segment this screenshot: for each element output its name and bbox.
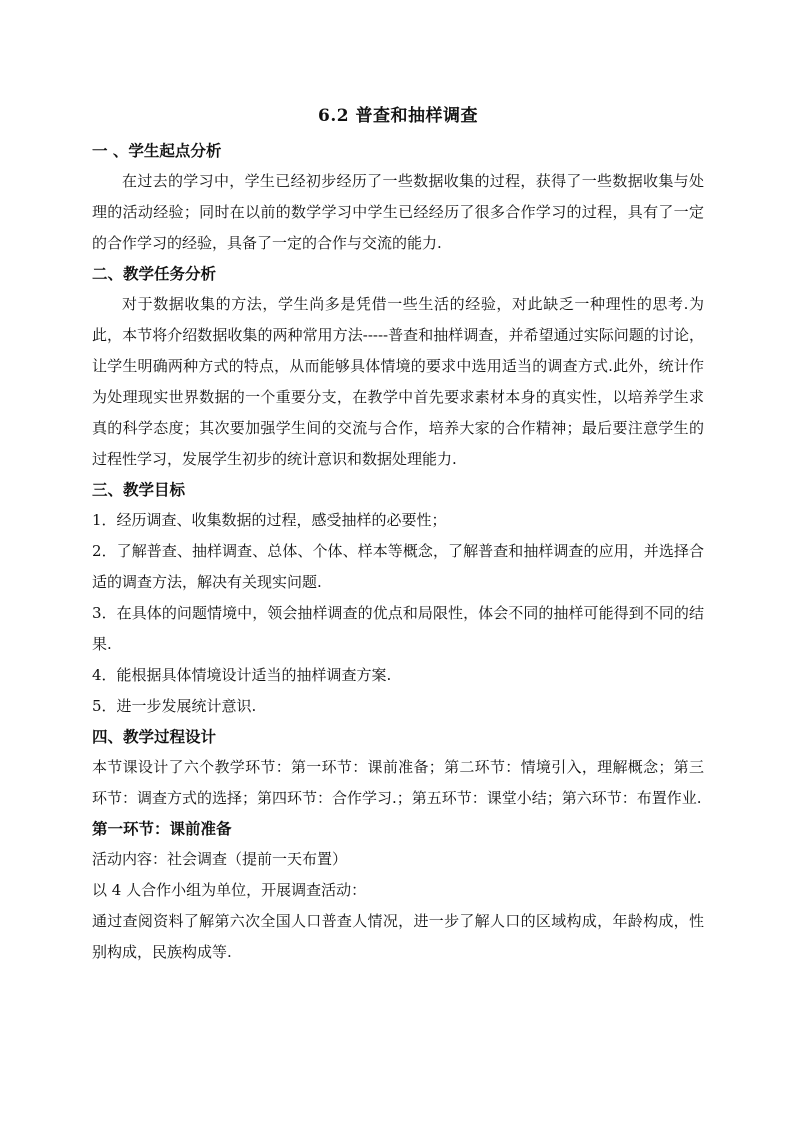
goal-item-5: 5．进一步发展统计意识. <box>92 697 257 715</box>
heading-task-analysis: 二、教学任务分析 <box>92 264 217 283</box>
paragraph-process-design: 本节课设计了六个教学环节：第一环节：课前准备；第二环节：情境引入，理解概念；第三环节：调查方式的选择；第四环节：合作学习.；第五环节：课堂小结；第六环节：布置作业. <box>92 758 704 807</box>
stage-one-activity: 活动内容：社会调查（提前一天布置） <box>92 850 348 868</box>
heading-student-analysis: 一 、学生起点分析 <box>92 141 222 160</box>
goal-item-2: 2．了解普查、抽样调查、总体、个体、样本等概念，了解普查和抽样调查的应用，并选择合适的调查方法，解决有关现实问题. <box>92 542 704 591</box>
goal-item-3: 3．在具体的问题情境中，领会抽样调查的优点和局限性，体会不同的抽样可能得到不同的结果. <box>92 604 704 653</box>
document-title: 6.2 普查和抽样调查 <box>318 106 478 126</box>
paragraph-student-analysis: 在过去的学习中，学生已经初步经历了一些数据收集的过程，获得了一些数据收集与处理的活动经验；同时在以前的数学学习中学生已经经历了很多合作学习的过程，具有了一定的合作学习的经验，具备了一定的合作与交流的能力. <box>92 172 704 252</box>
goal-item-4: 4．能根据具体情境设计适当的抽样调查方案. <box>92 666 392 684</box>
stage-one-task: 通过查阅资料了解第六次全国人口普查人情况，进一步了解人口的区域构成，年龄构成，性别构成，民族构成等. <box>92 912 704 961</box>
heading-process-design: 四、教学过程设计 <box>92 727 217 746</box>
document-page <box>92 100 704 968</box>
heading-stage-one: 第一环节：课前准备 <box>92 819 232 838</box>
heading-teaching-goals: 三、教学目标 <box>92 480 186 499</box>
stage-one-group: 以 4 人合作小组为单位，开展调查活动： <box>92 881 367 899</box>
goal-item-1: 1．经历调查、收集数据的过程，感受抽样的必要性； <box>92 511 447 529</box>
paragraph-task-analysis: 对于数据收集的方法，学生尚多是凭借一些生活的经验，对此缺乏一种理性的思考.为此，本节将介绍数据收集的两种常用方法-----普查和抽样调查，并希望通过实际问题的讨论，让学生明确两种方式的特点，从而能够具体情境的要求中选用适当的调查方式.此外，统计作为处理现实世界数据的一个重要分支，在教学中首先要求素材本身的真实性，以培养学生求真的科学态度；其次要加强学生间的交流与合作，培养大家的合作精神；最后要注意学生的过程性学习，发展学生初步的统计意识和数据处理能力. <box>92 295 704 468</box>
